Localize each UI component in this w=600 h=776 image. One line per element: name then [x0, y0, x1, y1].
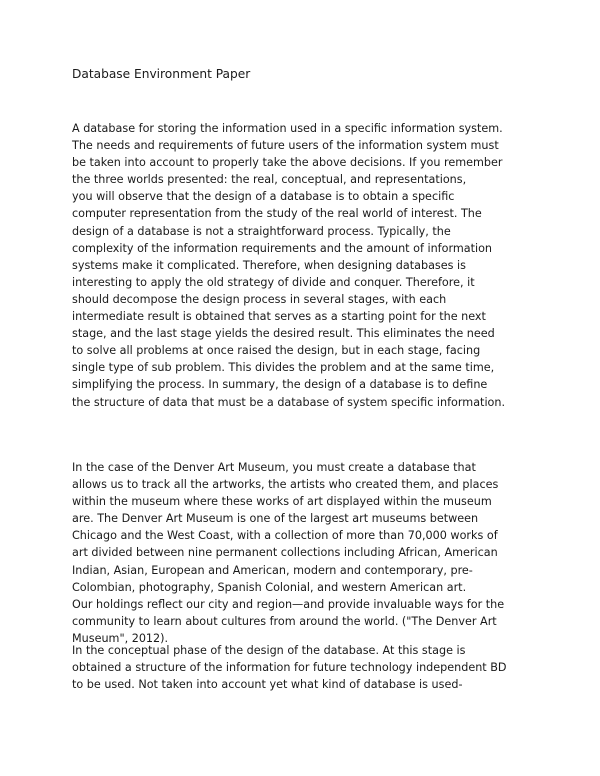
- text-line: to be used. Not taken into account yet what kind of database is used-: [72, 678, 463, 692]
- paragraph-database-definition: [72, 120, 505, 411]
- document-title: Database Environment Paper: [72, 67, 251, 81]
- text-line: within the museum where these works of art displayed within the museum: [72, 495, 492, 509]
- text-line: In the case of the Denver Art Museum, you must create a database that: [72, 461, 476, 474]
- text-line: to solve all problems at once raised the design, but in each stage, facing: [72, 344, 481, 358]
- paragraph-conceptual-phase: [72, 642, 507, 693]
- text-line: Chicago and the West Coast, with a collection of more than 70,000 works of: [72, 529, 498, 543]
- text-line: In the conceptual phase of the design of the database. At this stage is: [72, 644, 466, 657]
- text-line: Our holdings reflect our city and region—and provide invaluable ways for the: [72, 597, 505, 611]
- text-line: art divided between nine permanent collections including African, American: [72, 546, 498, 560]
- text-line: should decompose the design process in several stages, with each: [72, 292, 447, 306]
- text-line: the structure of data that must be a database of system specific information.: [72, 395, 506, 409]
- text-line: you will observe that the design of a database is to obtain a specific: [72, 190, 455, 204]
- text-line: complexity of the information requirements and the amount of information: [72, 241, 493, 255]
- text-line: stage, and the last stage yields the desired result. This eliminates the need: [72, 327, 495, 341]
- text-line: are. The Denver Art Museum is one of the largest art museums between: [72, 512, 479, 526]
- text-line: The needs and requirements of future users of the information system must: [72, 139, 499, 153]
- text-line: community to learn about cultures from around the world. ("The Denver Art: [72, 614, 497, 628]
- text-line: design of a database is not a straightforward process. Typically, the: [72, 224, 451, 238]
- text-line: computer representation from the study of the real world of interest. The: [72, 207, 482, 221]
- text-line: Indian, Asian, European and American, modern and contemporary, pre-: [72, 563, 473, 577]
- text-line: interesting to apply the old strategy of divide and conquer. Therefore, it: [72, 275, 475, 289]
- text-line: A database for storing the information used in a specific information system.: [72, 122, 503, 135]
- text-line: intermediate result is obtained that serves as a starting point for the next: [72, 310, 486, 324]
- text-line: single type of sub problem. This divides the problem and at the same time,: [72, 361, 495, 375]
- text-line: simplifying the process. In summary, the design of a database is to define: [72, 378, 488, 392]
- text-line: Colombian, photography, Spanish Colonial, and western American art.: [72, 580, 467, 594]
- text-line: be taken into account to properly take the above decisions. If you remember: [72, 156, 503, 170]
- text-line: obtained a structure of the information for future technology independent BD: [72, 661, 507, 675]
- text-line: the three worlds presented: the real, conceptual, and representations,: [72, 173, 467, 187]
- text-line: Museum", 2012).: [72, 631, 169, 645]
- text-line: systems make it complicated. Therefore, when designing databases is: [72, 258, 466, 272]
- text-line: allows us to track all the artworks, the artists who created them, and places: [72, 478, 499, 492]
- paragraph-denver-art-museum: [72, 459, 504, 647]
